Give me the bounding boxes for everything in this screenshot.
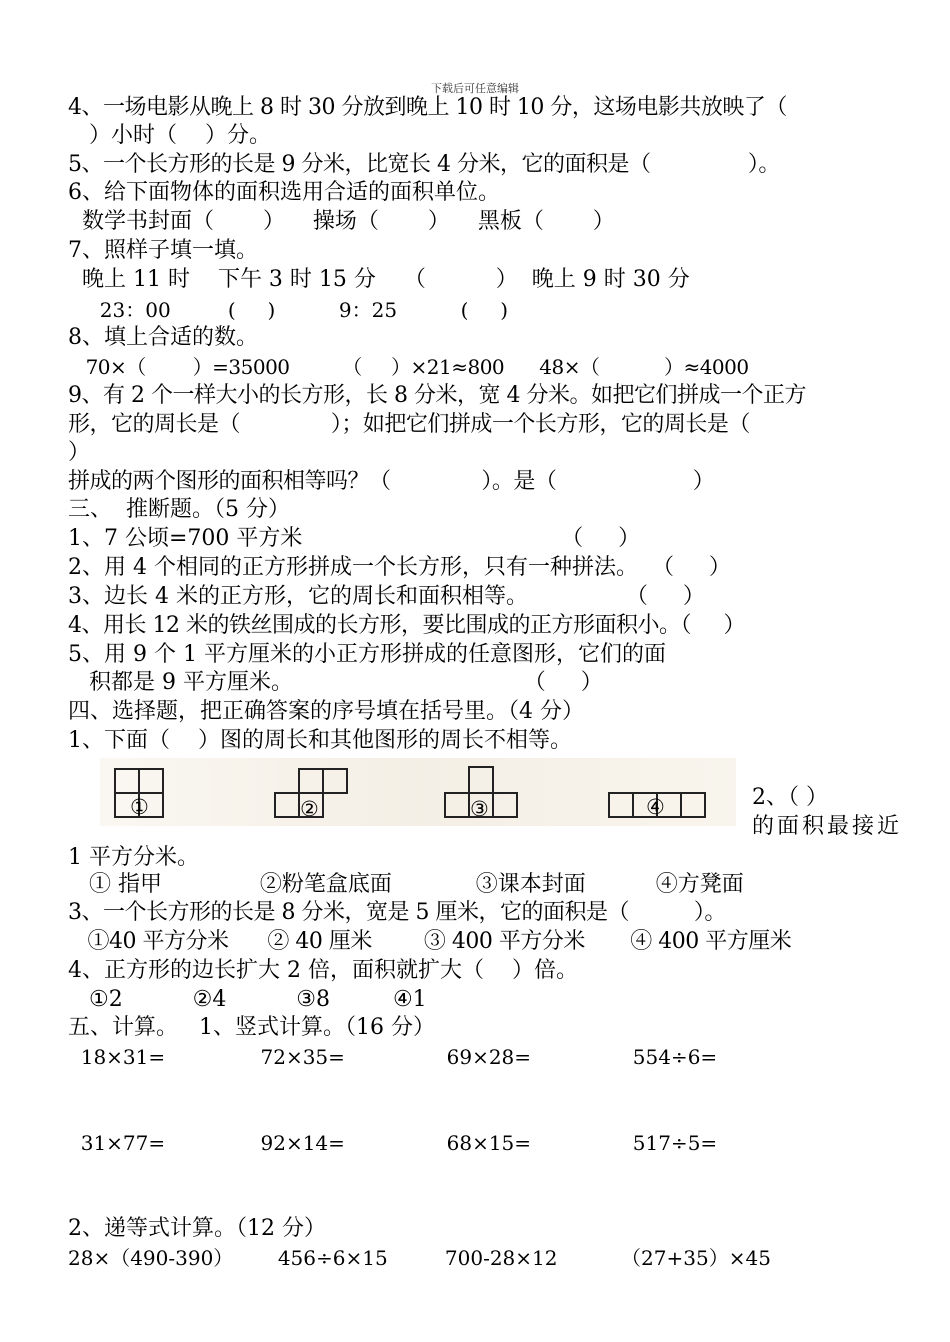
choice-2-line2: 的面积最接近 xyxy=(752,814,903,839)
choice-3-options: ①40 平方分米 ② 40 厘米 ③ 400 平方分米 ④ 400 平方厘米 xyxy=(68,929,792,954)
judge-5-line2: 积都是 9 平方厘米。 （ ） xyxy=(68,670,603,695)
q9-line3: ） xyxy=(68,440,91,465)
fig3-cell xyxy=(468,766,494,794)
calc-row1: 18×31= 72×35= 69×28= 554÷6= xyxy=(68,1045,718,1069)
q7-row2: 23：00 ( ) 9：25 ( ) xyxy=(68,298,509,322)
choice-2-line3: 1 平方分米。 xyxy=(68,845,199,870)
choice-2-options: ① 指甲 ②粉笔盒底面 ③课本封面 ④方凳面 xyxy=(68,872,744,897)
fig2-label: ② xyxy=(300,797,319,821)
fig1-cell xyxy=(138,768,164,794)
page-header: 下载后可任意编辑 xyxy=(431,82,519,95)
q8-title: 8、填上合适的数。 xyxy=(68,325,258,350)
fig1-label: ① xyxy=(130,795,149,819)
q7-title: 7、照样子填一填。 xyxy=(68,238,258,263)
section3-title: 三、 推断题。（5 分） xyxy=(68,497,290,522)
fig1-cell xyxy=(114,768,140,794)
q4-line1: 4、一场电影从晚上 8 时 30 分放到晚上 10 时 10 分，这场电影共放映了（ xyxy=(68,95,787,120)
choice-1: 1、下面（ ）图的周长和其他图形的周长不相等。 xyxy=(68,728,572,753)
q9-line2: 形，它的周长是（ ）；如把它们拼成一个长方形，它的周长是（ xyxy=(68,412,750,437)
choice-2-line1: 2、（ ） xyxy=(752,785,828,810)
fig2-cell xyxy=(298,768,324,794)
fig4-label: ④ xyxy=(646,795,665,819)
judge-3: 3、边长 4 米的正方形，它的周长和面积相等。 （ ） xyxy=(68,584,705,609)
judge-5-line1: 5、用 9 个 1 平方厘米的小正方形拼成的任意图形，它们的面 xyxy=(68,642,666,667)
fig4-cell xyxy=(680,792,706,818)
fig3-label: ③ xyxy=(470,797,489,821)
judge-4: 4、用长 12 米的铁丝围成的长方形，要比围成的正方形面积小。（ ） xyxy=(68,613,745,638)
fig4-cell xyxy=(608,792,634,818)
q4-line2: ）小时（ ）分。 xyxy=(68,123,271,148)
q6-title: 6、给下面物体的面积选用合适的面积单位。 xyxy=(68,180,500,205)
q9-line4: 拼成的两个图形的面积相等吗？（ ）。是（ ） xyxy=(68,469,715,494)
choice-4-options: ①2 ②4 ③8 ④1 xyxy=(68,987,427,1012)
calc-row2: 31×77= 92×14= 68×15= 517÷5= xyxy=(68,1131,718,1155)
section4-title: 四、选择题，把正确答案的序号填在括号里。（4 分） xyxy=(68,699,584,724)
q6-items: 数学书封面（ ） 操场（ ） 黑板（ ） xyxy=(68,209,615,234)
fig2-cell xyxy=(274,792,300,818)
fig3-cell xyxy=(492,792,518,818)
q5-line: 5、一个长方形的长是 9 分米，比宽长 4 分米，它的面积是（ ）。 xyxy=(68,152,780,177)
choice-3: 3、一个长方形的长是 8 分米，宽是 5 厘米，它的面积是（ ）。 xyxy=(68,900,726,925)
fig3-cell xyxy=(444,792,470,818)
step-calc-row: 28×（490-390） 456÷6×15 700-28×12 （27+35）×45 xyxy=(68,1246,771,1270)
fig2-cell xyxy=(322,768,348,794)
section5-title: 五、计算。 1、竖式计算。（16 分） xyxy=(68,1015,435,1040)
step-calc-title: 2、递等式计算。（12 分） xyxy=(68,1216,326,1241)
choice-4: 4、正方形的边长扩大 2 倍，面积就扩大（ ）倍。 xyxy=(68,958,578,983)
q9-line1: 9、有 2 个一样大小的长方形，长 8 分米，宽 4 分米。如把它们拼成一个正方 xyxy=(68,383,806,408)
shape-figures xyxy=(100,758,736,828)
judge-1: 1、7 公顷=700 平方米 （ ） xyxy=(68,526,641,551)
q7-row1: 晚上 11 时 下午 3 时 15 分 （ ） 晚上 9 时 30 分 xyxy=(68,267,690,292)
q8-items: 70×（ ）=35000 （ ）×21≈800 48×（ ）≈4000 xyxy=(68,355,749,379)
judge-2: 2、用 4 个相同的正方形拼成一个长方形，只有一种拼法。 （ ） xyxy=(68,555,731,580)
